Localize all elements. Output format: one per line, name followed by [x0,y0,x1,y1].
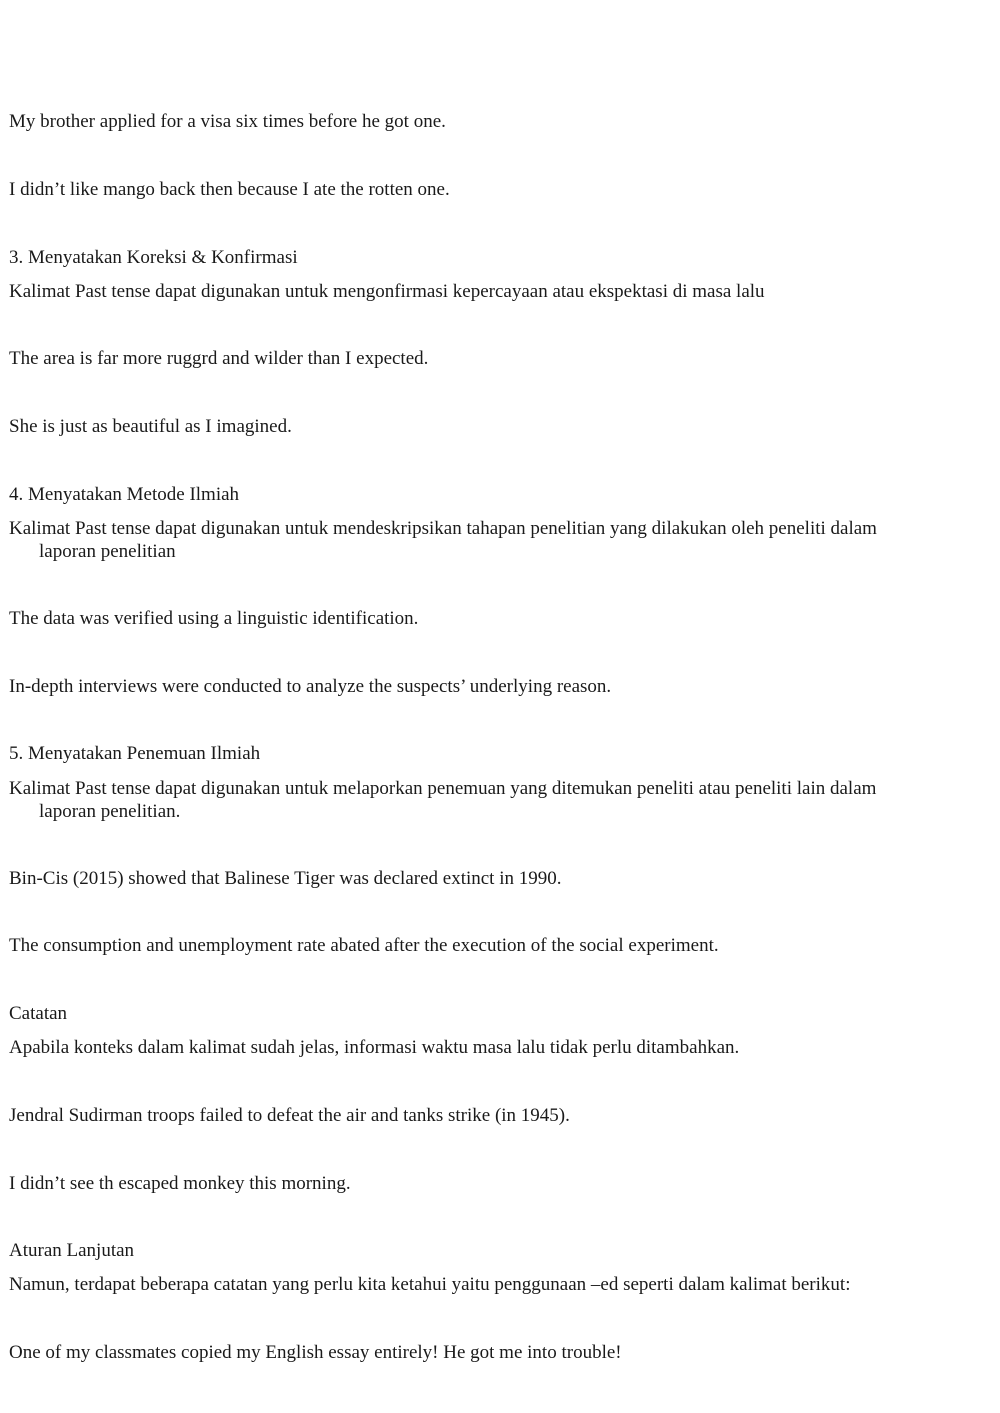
section-description: Apabila konteks dalam kalimat sudah jelas, informasi waktu masa lalu tidak perlu ditambahkan. [9,1037,740,1058]
section-heading: Catatan [9,1003,68,1024]
section-description: Kalimat Past tense dapat digunakan untuk mengonfirmasi kepercayaan atau ekspektasi di masa lalu [9,281,765,302]
example-sentence: Jendral Sudirman troops failed to defeat the air and tanks strike (in 1945). [9,1105,570,1126]
section-heading: 5. Menyatakan Penemuan Ilmiah [9,743,261,764]
paragraph-line: Kalimat Past tense dapat digunakan untuk melaporkan penemuan yang ditemukan peneliti atau peneliti lain dalam [9,778,877,799]
example-sentence: In-depth interviews were conducted to analyze the suspects’ underlying reason. [9,676,612,697]
paragraph-line: Kalimat Past tense dapat digunakan untuk mendeskripsikan tahapan penelitian yang dilakukan oleh peneliti dalam [9,518,877,539]
paragraph-line: laporan penelitian [39,541,176,562]
example-sentence: My brother applied for a visa six times before he got one. [9,111,446,132]
example-sentence: The data was verified using a linguistic identification. [9,608,419,629]
section-description [9,777,979,823]
section-heading: 4. Menyatakan Metode Ilmiah [9,484,240,505]
section-heading: Aturan Lanjutan [9,1240,135,1261]
section-description: Namun, terdapat beberapa catatan yang perlu kita ketahui yaitu penggunaan –ed seperti dalam kalimat berikut: [9,1274,851,1295]
example-sentence: I didn’t like mango back then because I ate the rotten one. [9,179,450,200]
example-sentence: The area is far more ruggrd and wilder than I expected. [9,348,429,369]
example-sentence: She is just as beautiful as I imagined. [9,416,292,437]
example-sentence: Bin-Cis (2015) showed that Balinese Tiger was declared extinct in 1990. [9,868,562,889]
example-sentence: I didn’t see th escaped monkey this morning. [9,1173,351,1194]
example-sentence: The consumption and unemployment rate abated after the execution of the social experiment. [9,935,719,956]
section-description [9,517,979,563]
paragraph-line: laporan penelitian. [39,801,181,822]
example-sentence: One of my classmates copied my English essay entirely! He got me into trouble! [9,1342,622,1363]
section-heading: 3. Menyatakan Koreksi & Konfirmasi [9,247,298,268]
